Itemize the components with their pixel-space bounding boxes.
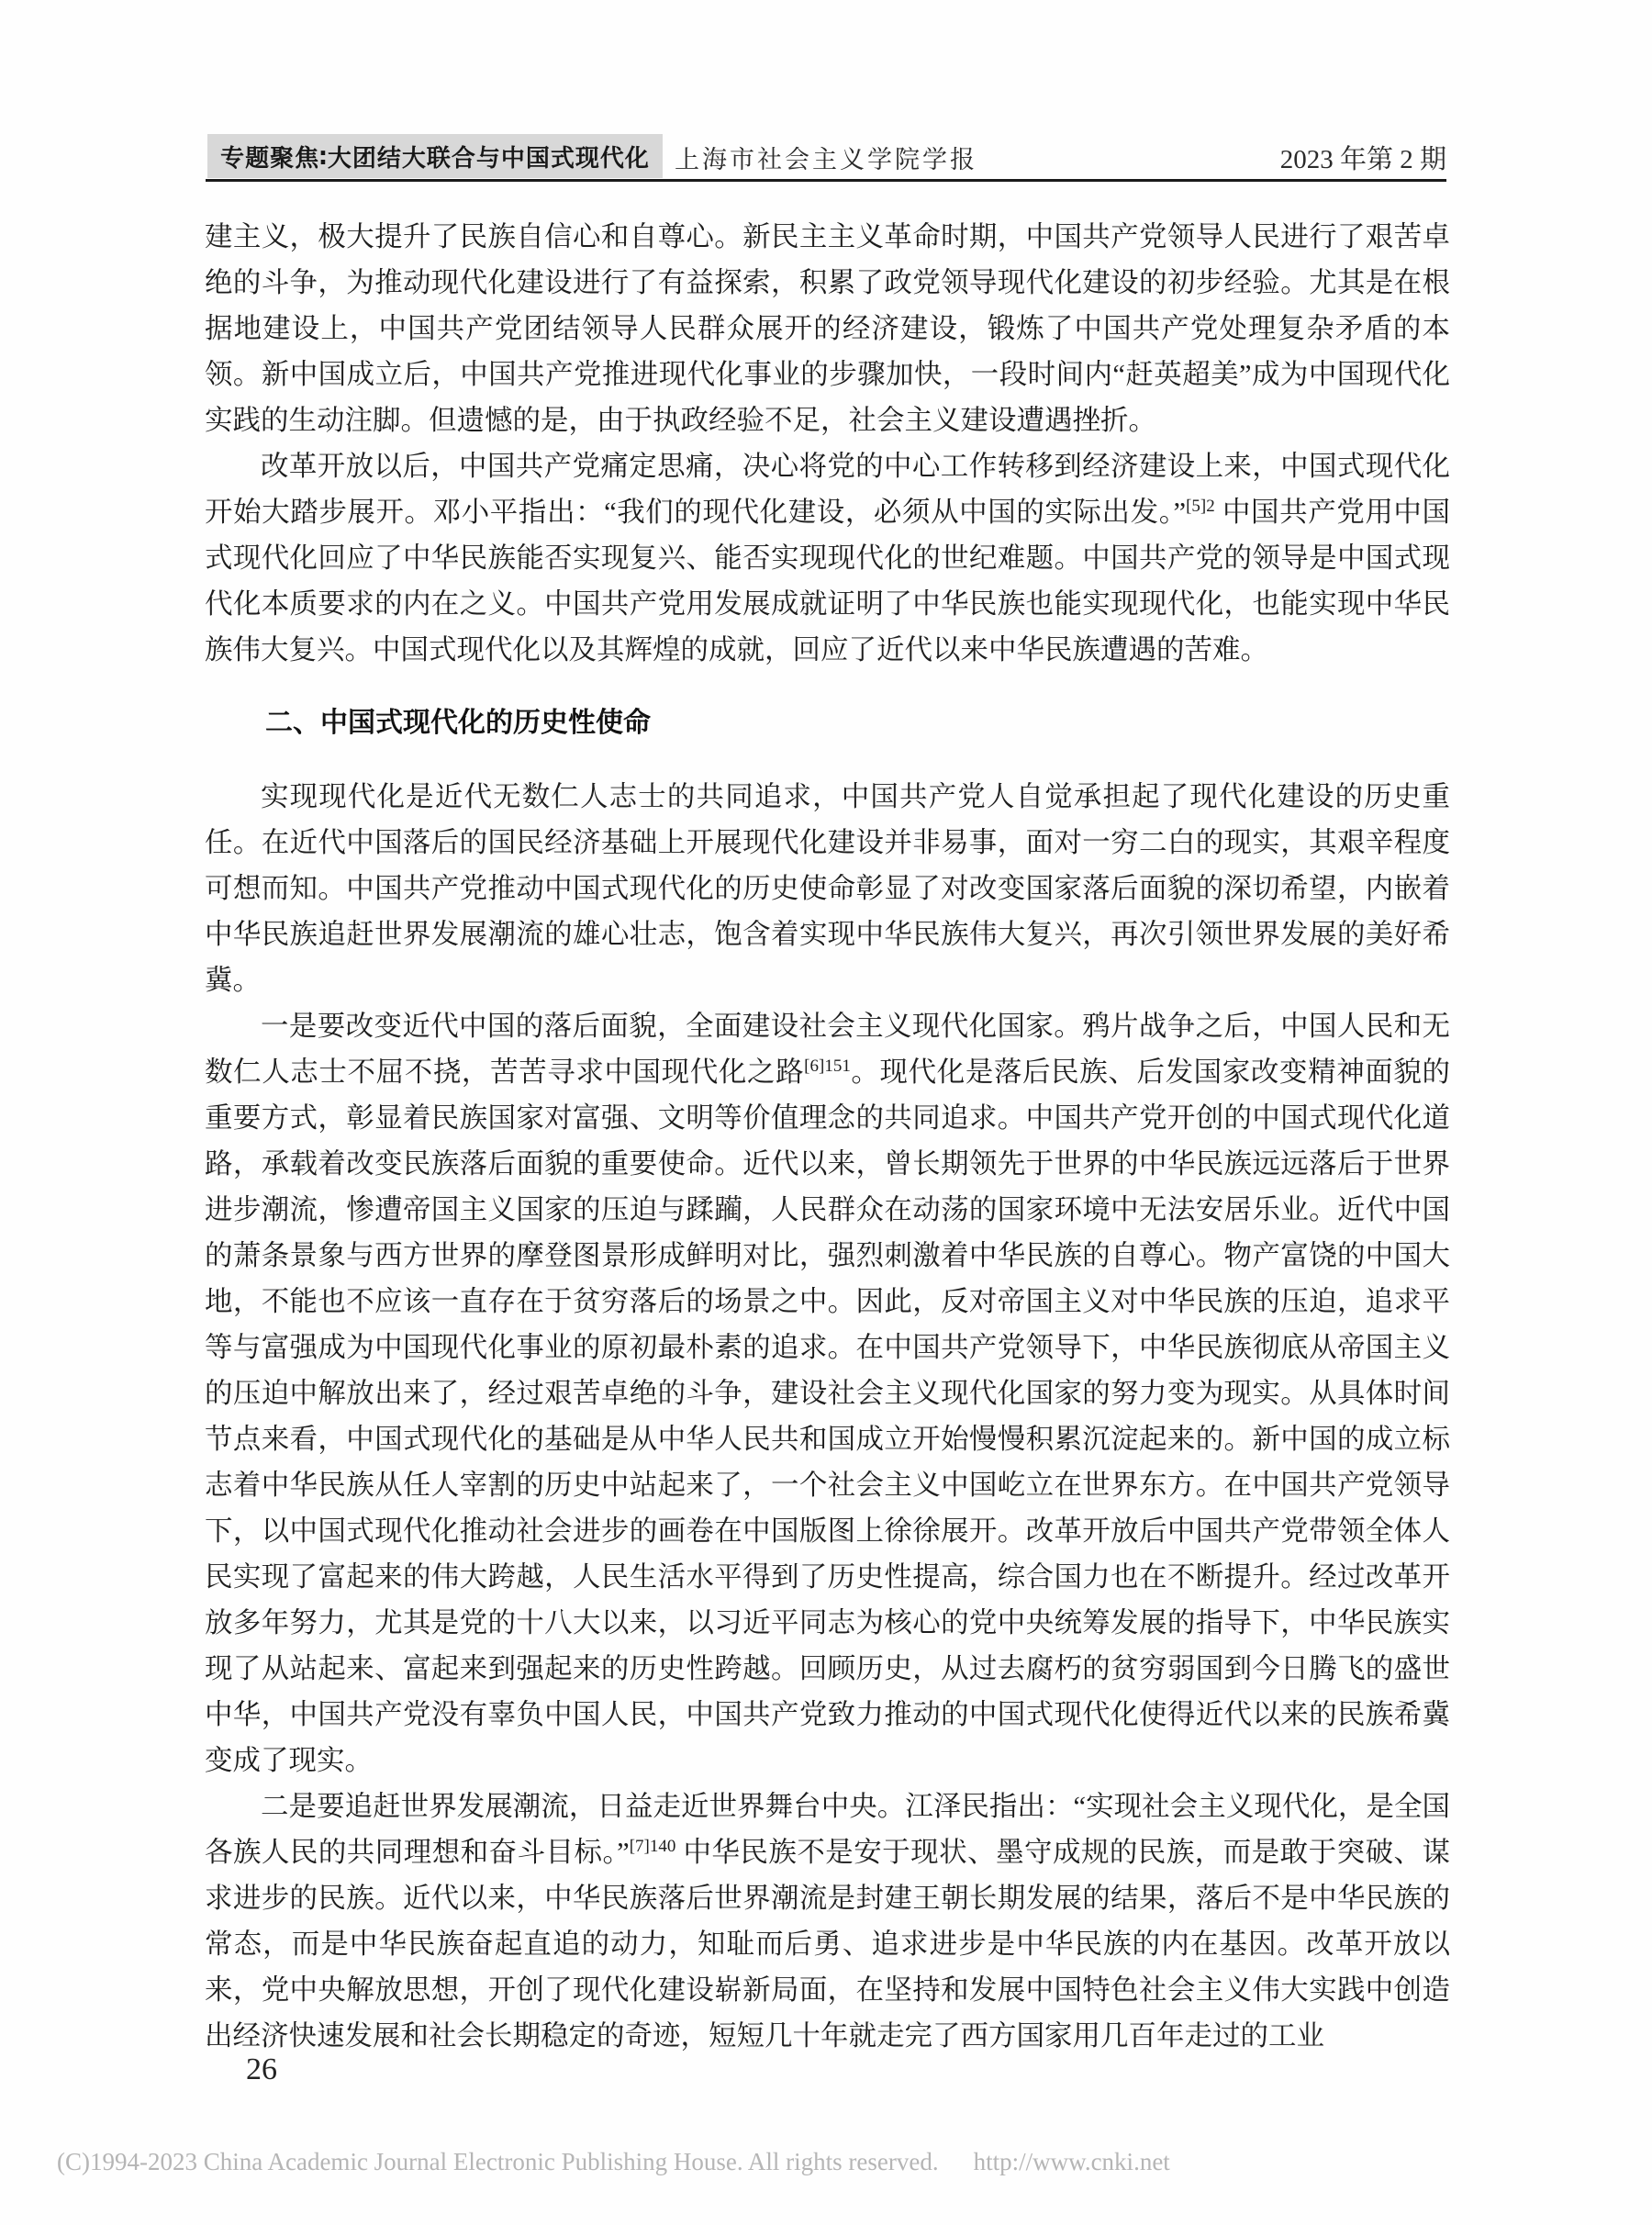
page-number: 26 <box>246 2052 277 2086</box>
header-rule <box>206 179 1446 182</box>
paragraph: 改革开放以后，中国共产党痛定思痛，决心将党的中心工作转移到经济建设上来，中国式现代化开始大踏步展开。邓小平指出：“我们的现代化建设，必须从中国的实际出发。”$^{[5]2}$ 中国共产党用中国式现代化回应了中华民族能否实现复兴、能否实现现代化的世纪难题。中国共产党的领导是中国式现代化本质要求的内在之义。中国共产党用发展成就证明了中华民族也能实现现代化，也能实现中华民族伟大复兴。中国式现代化以及其辉煌的成就，回应了近代以来中华民族遭遇的苦难。 <box>205 451 1451 665</box>
footer-copyright: (C)1994-2023 China Academic Journal Electronic Publishing House. All rights reserved. <box>57 2148 939 2175</box>
issue-label: 2023 年第 2 期 <box>1279 145 1446 174</box>
paragraph: 建主义，极大提升了民族自信心和自尊心。新民主主义革命时期，中国共产党领导人民进行了艰苦卓绝的斗争，为推动现代化建设进行了有益探索，积累了政党领导现代化建设的初步经验。尤其是在根据地建设上，中国共产党团结领导人民群众展开的经济建设，锻炼了中国共产党处理复杂矛盾的本领。新中国成立后，中国共产党推进现代化事业的步骤加快，一段时间内“赶英超美”成为中国现代化实践的生动注脚。但遗憾的是，由于执政经验不足，社会主义建设遭遇挫折。 <box>205 221 1450 436</box>
topic-label: 专题聚焦∶大团结大联合与中国式现代化 <box>220 143 650 172</box>
footer <box>57 2148 1170 2176</box>
paragraph: 一是要改变近代中国的落后面貌，全面建设社会主义现代化国家。鸦片战争之后，中国人民和无数仁人志士不屈不挠，苦苦寻求中国现代化之路$^{[6]151}$。现代化是落后民族、后发国家改变精神面貌的重要方式，彰显着民族国家对富强、文明等价值理念的共同追求。中国共产党开创的中国式现代化道路，承载着改变民族落后面貌的重要使命。近代以来，曾长期领先于世界的中华民族远远落后于世界进步潮流，惨遭帝国主义国家的压迫与蹂躏，人民群众在动荡的国家环境中无法安居乐业。近代中国的萧条景象与西方世界的摩登图景形成鲜明对比，强烈刺激着中华民族的自尊心。物产富饶的中国大地，不能也不应该一直存在于贫穷落后的场景之中。因此，反对帝国主义对中华民族的压迫，追求平等与富强成为中国现代化事业的原初最朴素的追求。在中国共产党领导下，中华民族彻底从帝国主义的压迫中解放出来了，经过艰苦卓绝的斗争，建设社会主义现代化国家的努力变为现实。从具体时间节点来看，中国式现代化的基础是从中华人民共和国成立开始慢慢积累沉淀起来的。新中国的成立标志着中华民族从任人宰割的历史中站起来了，一个社会主义中国屹立在世界东方。在中国共产党领导下，以中国式现代化推动社会进步的画卷在中国版图上徐徐展开。改革开放后中国共产党带领全体人民实现了富起来的伟大跨越，人民生活水平得到了历史性提高，综合国力也在不断提升。经过改革开放多年努力，尤其是党的十八大以来，以习近平同志为核心的党中央统筹发展的指导下，中华民族实现了从站起来、富起来到强起来的历史性跨越。回顾历史，从过去腐朽的贫穷弱国到今日腾飞的盛世中华，中国共产党没有辜负中国人民，中国共产党致力推动的中国式现代化使得近代以来的民族希冀变成了现实。 <box>205 1011 1450 1776</box>
paragraph: 二是要追赶世界发展潮流，日益走近世界舞台中央。江泽民指出：“实现社会主义现代化，是全国各族人民的共同理想和奋斗目标。”$^{[7]140}$ 中华民族不是安于现状、墨守成规的民族，而是敢于突破、谋求进步的民族。近代以来，中华民族落后世界潮流是封建王朝长期发展的结果，落后不是中华民族的常态，而是中华民族奋起直追的动力，知耻而后勇、追求进步是中华民族的内在基因。改革开放以来，党中央解放思想，开创了现代化建设崭新局面，在坚持和发展中国特色社会主义伟大实践中创造出经济快速发展和社会长期稳定的奇迹，短短几十年就走完了西方国家用几百年走过的工业 <box>205 1791 1450 2052</box>
citation-superscript: [6]151 <box>804 1056 851 1076</box>
paragraph: 实现现代化是近代无数仁人志士的共同追求，中国共产党人自觉承担起了现代化建设的历史重任。在近代中国落后的国民经济基础上开展现代化建设并非易事，面对一穷二白的现实，其艰辛程度可想而知。中国共产党推动中国式现代化的历史使命彰显了对改变国家落后面貌的深切希望，内嵌着中华民族追赶世界发展潮流的雄心壮志，饱含着实现中华民族伟大复兴，再次引领世界发展的美好希冀。 <box>205 781 1450 996</box>
citation-superscript: [7]140 <box>629 1836 676 1856</box>
article-body <box>205 214 1450 2059</box>
section-heading: 二、中国式现代化的历史性使命 <box>265 708 651 738</box>
citation-superscript: [5]2 <box>1186 496 1215 516</box>
footer-url: http://www.cnki.net <box>973 2148 1170 2175</box>
journal-title: 上海市社会主义学院学报 <box>675 146 977 173</box>
page-header <box>206 0 1446 184</box>
